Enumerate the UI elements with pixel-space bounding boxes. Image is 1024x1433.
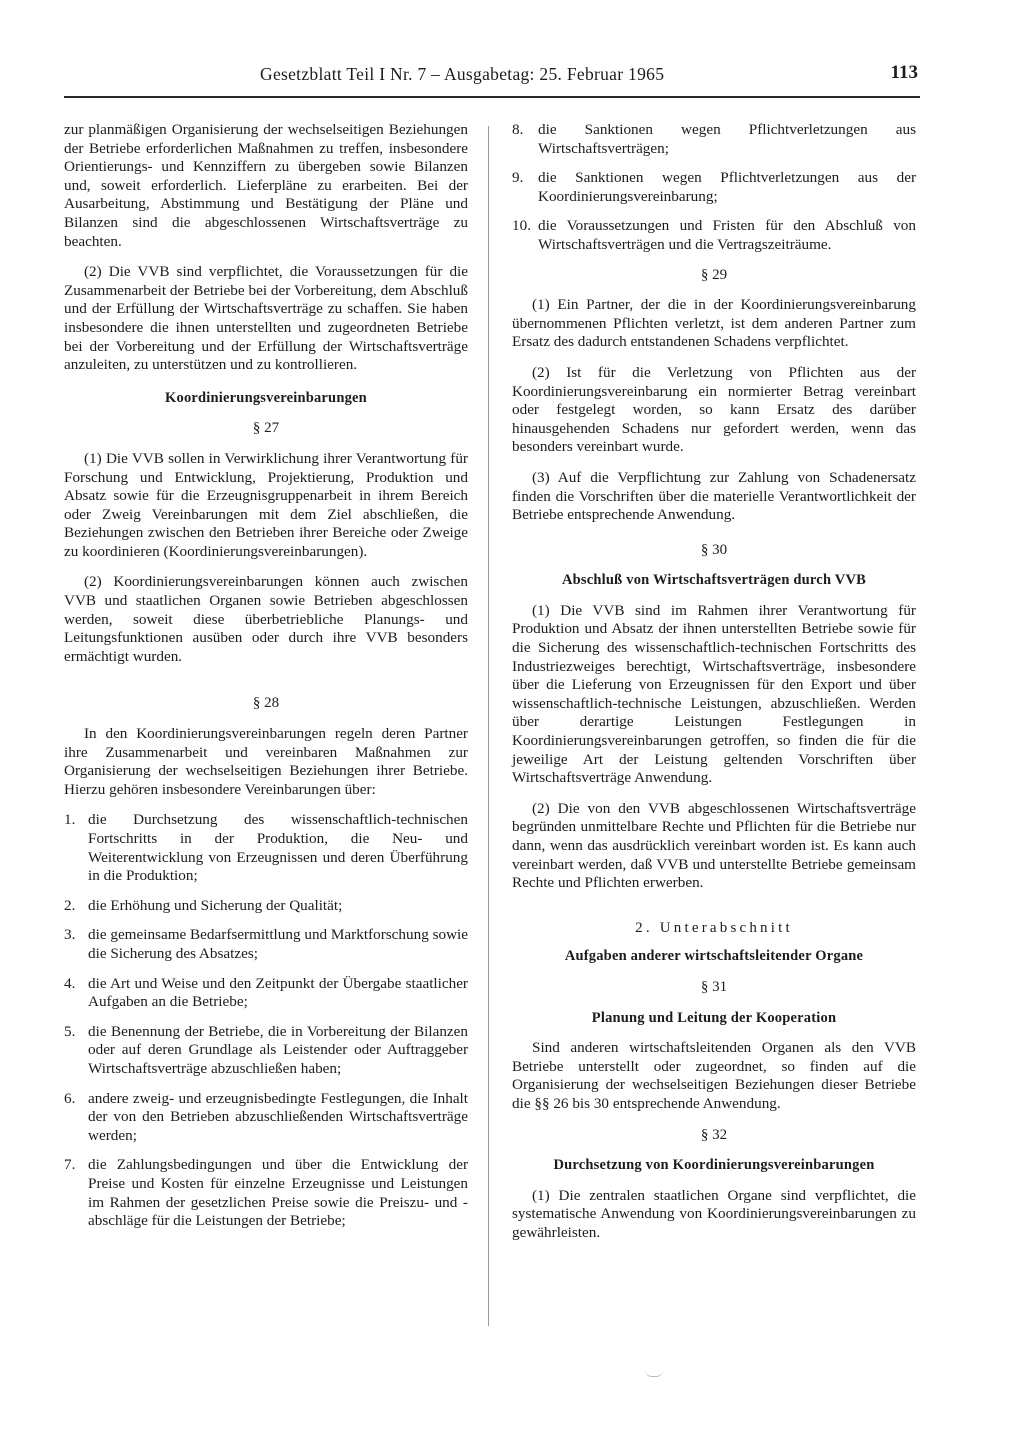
scan-mark <box>645 1370 663 1377</box>
list-text: die Durchsetzung des wissenschaftlich-technischen Fortschritts in der Produktion, die Neu- und Weiterentwicklung von Erzeugnissen und deren Überführung in die Produktion; <box>88 811 468 885</box>
page-header <box>64 62 920 98</box>
paragraph: (3) Auf die Verpflichtung zur Zahlung von Schadenersatz finden die Vorschriften über die materielle Verantwortlichkeit der Betriebe entsprechende Anwendung. <box>512 468 916 524</box>
list-number: 7. <box>64 1156 76 1174</box>
column-divider <box>488 126 489 1326</box>
section-number: § 31 <box>700 978 728 995</box>
list-number: 1. <box>64 811 76 829</box>
section-number: § 30 <box>700 541 728 558</box>
paragraph: (2) Ist für die Verletzung von Pflichten aus der Koordinierungsvereinbarung ein normierter Betrag vereinbart oder festgelegt worden, so kann Ersatz des darüber hinausgehenden Schadens nur gefordert werden, wenn das besonders vereinbart wurde. <box>512 363 916 456</box>
paragraph: zur planmäßigen Organisierung der wechselseitigen Beziehungen der Betriebe erforderlichen Maßnahmen zu treffen, insbesondere Orientierungs- und Kennziffern zu übergeben sowie Bilanzen und, soweit erforderlich. Lieferpläne zu erarbeiten. Bei der Ausarbeitung, Abstimmung und Bestätigung der Pläne und Bilanzen sind die abgeschlossenen Wirtschaftsverträge zu beachten. <box>64 121 468 250</box>
list-item <box>64 1090 468 1146</box>
paragraph: (1) Die zentralen staatlichen Organe sind verpflichtet, die systematische Anwendung von Koordinierungsvereinbarungen zu gewährleisten. <box>512 1186 916 1241</box>
list-text: die Voraussetzungen und Fristen für den Abschluß von Wirtschaftsverträgen und die Vertragszeiträume. <box>538 217 916 253</box>
left-column <box>64 121 468 1242</box>
paragraph: (2) Koordinierungsvereinbarungen können auch zwischen VVB und staatlichen Organen sowie Betrieben abgeschlossen werden, soweit diese überbetriebliche Planungs- und Leitungsfunktionen ausüben oder durch ihre VVB besonders ermächtigt wurden. <box>64 573 468 665</box>
section-heading: Abschluß von Wirtschaftsverträgen durch VVB <box>561 572 866 589</box>
section-heading: Planung und Leitung der Kooperation <box>591 1009 837 1026</box>
section-number: § 28 <box>252 695 280 712</box>
paragraph: Sind anderen wirtschaftsleitenden Organen als den VVB Betriebe unterstellt oder zugeordnet, so finden auf die Organisierung der wechselseitigen Beziehungen dieser Betriebe die §§ 26 bis 30 entsprechende Anwendung. <box>512 1039 916 1112</box>
list-text: andere zweig- und erzeugnisbedingte Festlegungen, die Inhalt der von den Betrieben abzuschließenden Wirtschaftsverträge werden; <box>88 1089 468 1144</box>
running-title: Gesetzblatt Teil I Nr. 7 – Ausgabetag: 25. Februar 1965 <box>260 64 665 84</box>
list-item <box>64 1156 468 1230</box>
page-number: 113 <box>890 62 918 83</box>
section-heading: Aufgaben anderer wirtschaftsleitender Organe <box>564 948 864 965</box>
section-number: § 29 <box>700 266 728 283</box>
paragraph: (2) Die VVB sind verpflichtet, die Voraussetzungen für die Zusammenarbeit der Betriebe bei der Vorbereitung, dem Abschluß und der Erfüllung der Wirtschaftsverträge zu schaffen. Sie haben insbesondere die ihnen unterstellten und zugeordneten Betriebe bei der Vorbereitung und der Erfüllung der Wirtschaftsverträge anzuleiten, zu unterstützen und zu kontrollieren. <box>64 263 468 374</box>
list-number: 4. <box>64 974 76 992</box>
list-item <box>64 975 468 1012</box>
list-number: 10. <box>512 217 531 235</box>
list-item <box>64 897 468 916</box>
list-item <box>512 121 916 158</box>
list-item <box>64 811 468 885</box>
right-column <box>512 121 916 1255</box>
list-text: die Zahlungsbedingungen und über die Entwicklung der Preise und Kosten für einzelne Erzeugnisse und Leistungen im Rahmen der gesetzlichen Preise sowie die Preiszu- und -abschläge für die Leistungen der Betriebe; <box>88 1156 468 1230</box>
section-number: § 32 <box>700 1126 728 1143</box>
list-text: die Benennung der Betriebe, die in Vorbereitung der Bilanzen oder auf deren Grundlage als Leistender oder Auftraggeber Wirtschaftsverträge abzuschließen haben; <box>88 1022 468 1077</box>
list-text: die gemeinsame Bedarfsermittlung und Marktforschung sowie die Sicherung des Absatzes; <box>88 926 469 962</box>
paragraph: In den Koordinierungsvereinbarungen regeln deren Partner ihre Zusammenarbeit und vereinbaren Maßnahmen zur Organisierung der wechselseitigen Beziehungen ihrer Betriebe. Hierzu gehören insbesondere Vereinbarungen über: <box>64 725 468 798</box>
list-number: 3. <box>64 926 76 944</box>
section-number: § 27 <box>252 420 280 437</box>
paragraph: (2) Die von den VVB abgeschlossenen Wirtschaftsverträge begründen unmittelbare Rechte und Pflichten für die Betriebe nur dann, wenn das ausdrücklich vereinbart worden ist. Es kann auch vereinbart werden, daß VVB und unterstellte Betriebe gemeinsam Rechte und Pflichten erwerben. <box>512 799 916 892</box>
list-text: die Sanktionen wegen Pflichtverletzungen aus der Koordinierungsvereinbarung; <box>538 169 916 205</box>
paragraph: (1) Die VVB sollen in Verwirklichung ihrer Verantwortung für Forschung und Entwicklung, Projektierung, Produktion und Absatz sowie für die Erzeugnisgruppenarbeit in ihrem Bereich oder Zweig Vereinbarungen mit dem Ziel abschließen, die Beziehungen zwischen den Betrieben ihrer Bereiche oder Zweige zu koordinieren (Koordinierungsvereinbarungen). <box>64 449 468 560</box>
list-item <box>512 169 916 206</box>
section-heading: Durchsetzung von Koordinierungsvereinbarungen <box>553 1157 875 1174</box>
list-item <box>512 217 916 254</box>
list-text: die Erhöhung und Sicherung der Qualität; <box>88 896 343 914</box>
paragraph: (1) Ein Partner, der die in der Koordinierungsvereinbarung übernommenen Pflichten verletzt, ist dem anderen Partner zum Ersatz des dadurch entstandenen Schadens verpflichtet. <box>512 296 916 351</box>
subsection-title: 2. Unterabschnitt <box>635 919 793 936</box>
list-text: die Sanktionen wegen Pflichtverletzungen aus Wirtschaftsverträgen; <box>538 121 916 157</box>
paragraph: (1) Die VVB sind im Rahmen ihrer Verantwortung für Produktion und Absatz der ihnen unterstellten Betriebe sowie für die Sicherung des wissenschaftlich-technischen Fortschritts des Industriezweiges berechtigt, Wirtschaftsverträge, insbesondere über die Lieferung von Erzeugnissen für den Export und über wissenschaftlich-technische Leistungen, abzuschließen. Werden über derartige Leistungen Festlegungen in Koordinierungsvereinbarungen getroffen, so finden die für die jeweilige Art der Leistung geltenden Vorschriften über Wirtschaftsverträge Anwendung. <box>512 601 916 787</box>
list-item <box>64 926 468 963</box>
list-number: 8. <box>512 121 524 138</box>
section-heading: Koordinierungsvereinbarungen <box>165 389 367 406</box>
list-item <box>64 1023 468 1079</box>
list-number: 5. <box>64 1022 76 1040</box>
list-text: die Art und Weise und den Zeitpunkt der Übergabe staatlicher Aufgaben an die Betriebe; <box>88 974 468 1011</box>
list-number: 9. <box>512 169 524 187</box>
list-number: 2. <box>64 896 76 914</box>
list-number: 6. <box>64 1089 76 1107</box>
